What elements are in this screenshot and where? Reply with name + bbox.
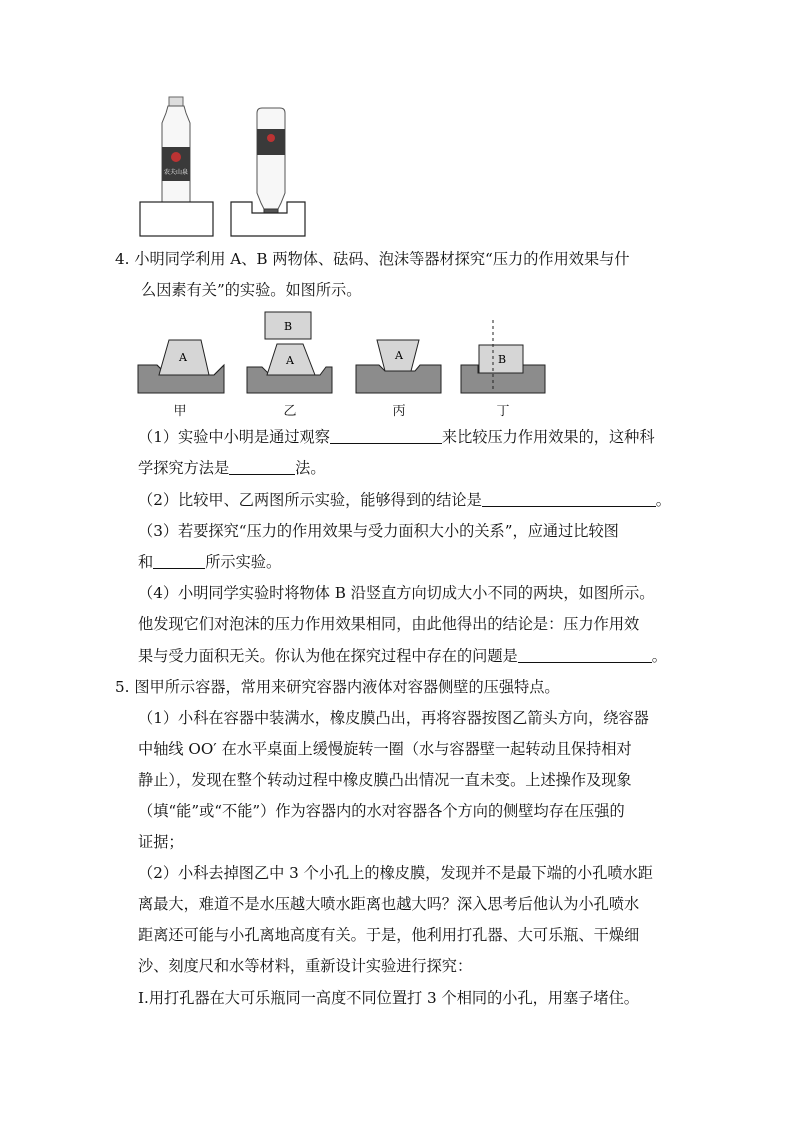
q4-part4-line2: 他发现它们对泡沫的压力作用效果相同，由此他得出的结论是：压力作用效 [138,615,640,633]
q4-part1-line2 [138,458,326,478]
panel-jia [138,340,224,393]
block-a-label-jia: A [179,351,187,364]
q5-stem-line [115,677,560,697]
panel-yi [247,312,332,393]
q4-part1-method-suffix: 法。 [295,459,326,477]
caption-ding: 丁 [496,404,510,419]
upright-bottle [162,97,190,208]
q4-part1-blank-method[interactable] [229,458,295,475]
block-a-label-bing: A [395,349,403,362]
q5-number: 5. [115,678,130,696]
q4-part1-line1 [138,427,655,447]
q5-part2-line3: 距离还可能与小孔离地高度有关。于是，他利用打孔器、大可乐瓶、干燥细 [138,926,640,944]
q4-part4-blank-problem[interactable] [518,646,652,663]
q4-number: 4. [115,250,130,268]
q4-part4-line3 [138,646,667,666]
q4-stem-text: 小明同学利用 A、B 两物体、砝码、泡沫等器材探究“压力的作用效果与什 [134,250,630,268]
caption-yi: 乙 [283,404,297,419]
q4-part2-line [138,490,671,510]
caption-jia: 甲 [173,404,187,419]
q4-stem-line2: 么因素有关”的实验。如图所示。 [141,281,362,299]
q4-part3-suffix: 所示实验。 [205,553,282,571]
q5-part1-line2: 中轴线 OO′ 在水平桌面上缓慢旋转一圈（水与容器壁一起转动且保持相对 [138,740,632,758]
q4-part4-suffix: 。 [651,647,667,665]
q5-stem-text: 图甲所示容器，常用来研究容器内液体对容器侧壁的压强特点。 [134,678,560,696]
block-a-label-yi: A [286,354,294,367]
q5-part1-line4: （填“能”或“不能”）作为容器内的水对容器各个方向的侧壁均存在压强的 [138,802,625,820]
q4-part4-text: 果与受力面积无关。你认为他在探究过程中存在的问题是 [138,647,518,665]
caption-bing: 丙 [392,404,406,419]
q4-stem-line1 [115,249,630,269]
q4-part3-and: 和 [138,553,154,571]
block-b-label-yi: B [283,320,293,333]
bottles-figure [138,95,308,237]
q4-part2-blank-conclusion[interactable] [482,490,656,507]
q4-part4-line1: （4）小明同学实验时将物体 B 沿竖直方向切成大小不同的两块，如图所示。 [138,584,655,602]
q5-step1-line: Ⅰ.用打孔器在大可乐瓶同一高度不同位置打 3 个相同的小孔，用塞子堵住。 [138,989,639,1007]
panel-bing [356,340,441,393]
q4-part2-text: （2）比较甲、乙两图所示实验，能够得到的结论是 [138,491,482,509]
q4-part1-blank-observe[interactable] [330,427,442,444]
bottle-label: 农夫山泉 [163,169,189,176]
block-b-label-ding: B [497,353,507,366]
q4-part1-method-text: 学探究方法是 [138,459,230,477]
q4-part3-line1: （3）若要探究“压力的作用效果与受力面积大小的关系”，应通过比较图 [138,522,619,540]
q5-part1-line1: （1）小科在容器中装满水，橡皮膜凸出，再将容器按图乙箭头方向，绕容器 [138,709,649,727]
q5-part1-line5: 证据； [138,833,184,851]
q4-part3-line2 [138,552,281,572]
q4-part2-suffix: 。 [655,491,671,509]
q5-part2-line1: （2）小科去掉图乙中 3 个小孔上的橡皮膜，发现并不是最下端的小孔喷水距 [138,864,653,882]
support-box-left [140,202,213,236]
q4-part1-text: （1）实验中小明是通过观察 [138,428,330,446]
q5-part2-line2: 离最大，难道不是水压越大喷水距离也越大吗？深入思考后他认为小孔喷水 [138,895,640,913]
q4-part3-blank-figure[interactable] [153,552,205,569]
panel-ding [461,320,545,393]
q5-part2-line4: 沙、刻度尺和水等材料，重新设计实验进行探究： [138,957,473,975]
inverted-bottle [257,108,285,218]
q4-part1-text-cont: 来比较压力作用效果的，这种科 [441,428,655,446]
q5-part1-line3: 静止），发现在整个转动过程中橡皮膜凸出情况一直未变。上述操作及现象 [138,771,632,789]
